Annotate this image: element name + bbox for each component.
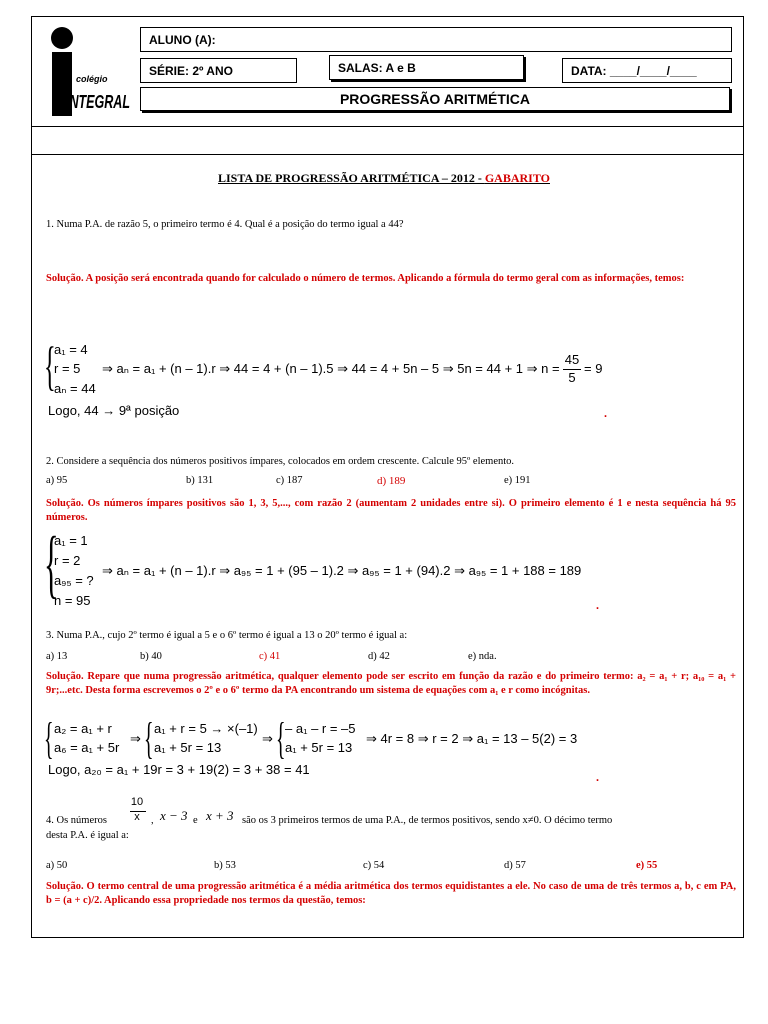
system-line: r = 5 (54, 361, 81, 376)
question-3: 3. Numa P.A., cujo 2º termo é igual a 5 e o 6º termo é igual a 13 o 20º termo é igual a: (46, 630, 408, 641)
date-field[interactable] (562, 58, 732, 83)
rooms-label: SALAS: A e B (338, 61, 416, 75)
fraction-denominator: 5 (568, 370, 576, 385)
system-line: n = 95 (54, 593, 91, 608)
school-logo (36, 24, 136, 120)
option: c) 187 (276, 475, 303, 486)
system-line: a₁ + 5r = 13 (285, 740, 353, 755)
system-brace: { (44, 714, 54, 763)
system-line: a₁ + r = 5 → ×(–1) (154, 721, 258, 736)
arrow: ⇒ (262, 731, 273, 746)
arrow: ⇒ (130, 731, 141, 746)
option: a) 95 (46, 475, 68, 486)
system-line: r = 2 (54, 553, 81, 568)
solution-4: Solução. O termo central de uma progressão aritmética é a média aritmética dos termos equidistantes a ele. No caso de uma de três termos a, b, c em PA, b = (a + c)/2. Aplicando essa propriedade nos termos da questão, temos: (46, 881, 736, 906)
question-2: 2. Considere a sequência dos números positivos ímpares, colocados em ordem crescente. Calcule 95º elemento. (46, 456, 515, 467)
document-title: PROGRESSÃO ARITMÉTICA (339, 91, 531, 107)
system-line: aₙ = 44 (54, 381, 96, 396)
fraction-numerator: 10 (130, 796, 144, 808)
fraction-denominator: x (134, 811, 140, 823)
question-4-end: desta P.A. é igual a: (46, 830, 129, 841)
system-brace: { (44, 336, 56, 396)
system-line: a₂ = a₁ + r (54, 721, 112, 736)
term-2: x − 3 (160, 808, 188, 823)
svg-text:colégio: colégio (76, 74, 108, 84)
options-3 (46, 651, 736, 665)
system-line: a₁ = 1 (54, 533, 88, 548)
equation-chain: ⇒ aₙ = a₁ + (n – 1).r ⇒ 44 = 4 + (n – 1).5 ⇒ 44 = 4 + 5n – 5 ⇒ 5n = 44 + 1 ⇒ n = (102, 361, 560, 376)
fraction-numerator: 45 (564, 352, 580, 367)
term-3: x + 3 (206, 808, 234, 823)
student-label: ALUNO (A): (149, 33, 216, 47)
equation-chain: ⇒ 4r = 8 ⇒ r = 2 ⇒ a₁ = 13 – 5(2) = 3 (366, 731, 578, 746)
mark-dot: . (596, 770, 599, 784)
option: a) 13 (46, 651, 68, 662)
option: c) 54 (363, 860, 385, 871)
grade-field (140, 58, 297, 83)
option: a) 50 (46, 860, 68, 871)
options-4 (46, 860, 736, 874)
question-4-text: são os 3 primeiros termos de uma P.A., de termos positivos, sendo x≠0. O décimo termo (242, 815, 613, 826)
mark-dot: . (596, 598, 599, 612)
system-line: a₉₅ = ? (54, 573, 94, 588)
option-correct: c) 41 (259, 651, 281, 662)
conclusion: Logo, 44 → 9ª posição (48, 403, 180, 418)
options-2 (46, 475, 736, 489)
student-name-field[interactable] (140, 27, 732, 52)
header-divider (31, 126, 744, 127)
header-divider (31, 154, 744, 155)
solution-2: Solução. Os números ímpares positivos são 1, 3, 5,..., com razão 2 (aumentam 2 unidades entre si). O primeiro elemento é 1 e nesta sequência há 95 números. (46, 498, 736, 523)
grade-label: SÉRIE: 2º ANO (149, 64, 233, 78)
system-brace: { (144, 714, 154, 763)
comma: , (151, 815, 154, 826)
mark-dot: . (604, 406, 607, 420)
option: b) 131 (186, 475, 214, 486)
date-label: DATA: ____/____/____ (571, 64, 697, 78)
system-line: a₁ = 4 (54, 342, 88, 357)
answer-key-label: GABARITO (484, 171, 550, 185)
list-title-text: LISTA DE PROGRESSÃO ARITMÉTICA – 2012 - (218, 171, 485, 185)
system-line: a₆ = a₁ + 5r (54, 740, 120, 755)
document-title-box (140, 87, 730, 111)
option: e) nda. (468, 651, 497, 662)
list-title (0, 171, 768, 186)
option: e) 191 (504, 475, 531, 486)
system-line: a₁ + 5r = 13 (154, 740, 222, 755)
solution-1: Solução. A posição será encontrada quando for calculado o número de termos. Aplicando a fórmula do termo geral com as informações, temos: (46, 273, 685, 284)
system-brace: { (276, 714, 286, 763)
equation-chain: ⇒ aₙ = a₁ + (n – 1).r ⇒ a₉₅ = 1 + (95 – 1).2 ⇒ a₉₅ = 1 + (94).2 ⇒ a₉₅ = 1 + 188 = 189 (102, 563, 582, 578)
question-4-start: 4. Os números (46, 815, 107, 826)
option: b) 40 (140, 651, 162, 662)
option: b) 53 (214, 860, 236, 871)
option: d) 57 (504, 860, 526, 871)
option-correct: e) 55 (636, 860, 658, 871)
conclusion: Logo, a₂₀ = a₁ + 19r = 3 + 19(2) = 3 + 38 = 41 (48, 762, 310, 777)
question-1: 1. Numa P.A. de razão 5, o primeiro termo é 4. Qual é a posição do termo igual a 44? (46, 219, 404, 230)
system-line: – a₁ – r = –5 (285, 721, 356, 736)
option: d) 42 (368, 651, 390, 662)
option-correct: d) 189 (377, 475, 406, 487)
solution-3: Solução. Repare que numa progressão aritmética, qualquer elemento pode ser escrito em função da razão e do primeiro termo: a₂ = a₁ + r; a₁₀ = a₁ + 9r;...etc. Desta forma escrevemos o 2º e o 6º termo da PA encontrando um sistema de equações com a₁ e r como incógnitas. (46, 671, 736, 696)
fraction-result: = 9 (584, 361, 603, 376)
and-word: e (193, 815, 198, 826)
rooms-field (329, 55, 524, 80)
system-brace: { (44, 522, 59, 606)
svg-text:INTEGRAL: INTEGRAL (66, 92, 130, 112)
